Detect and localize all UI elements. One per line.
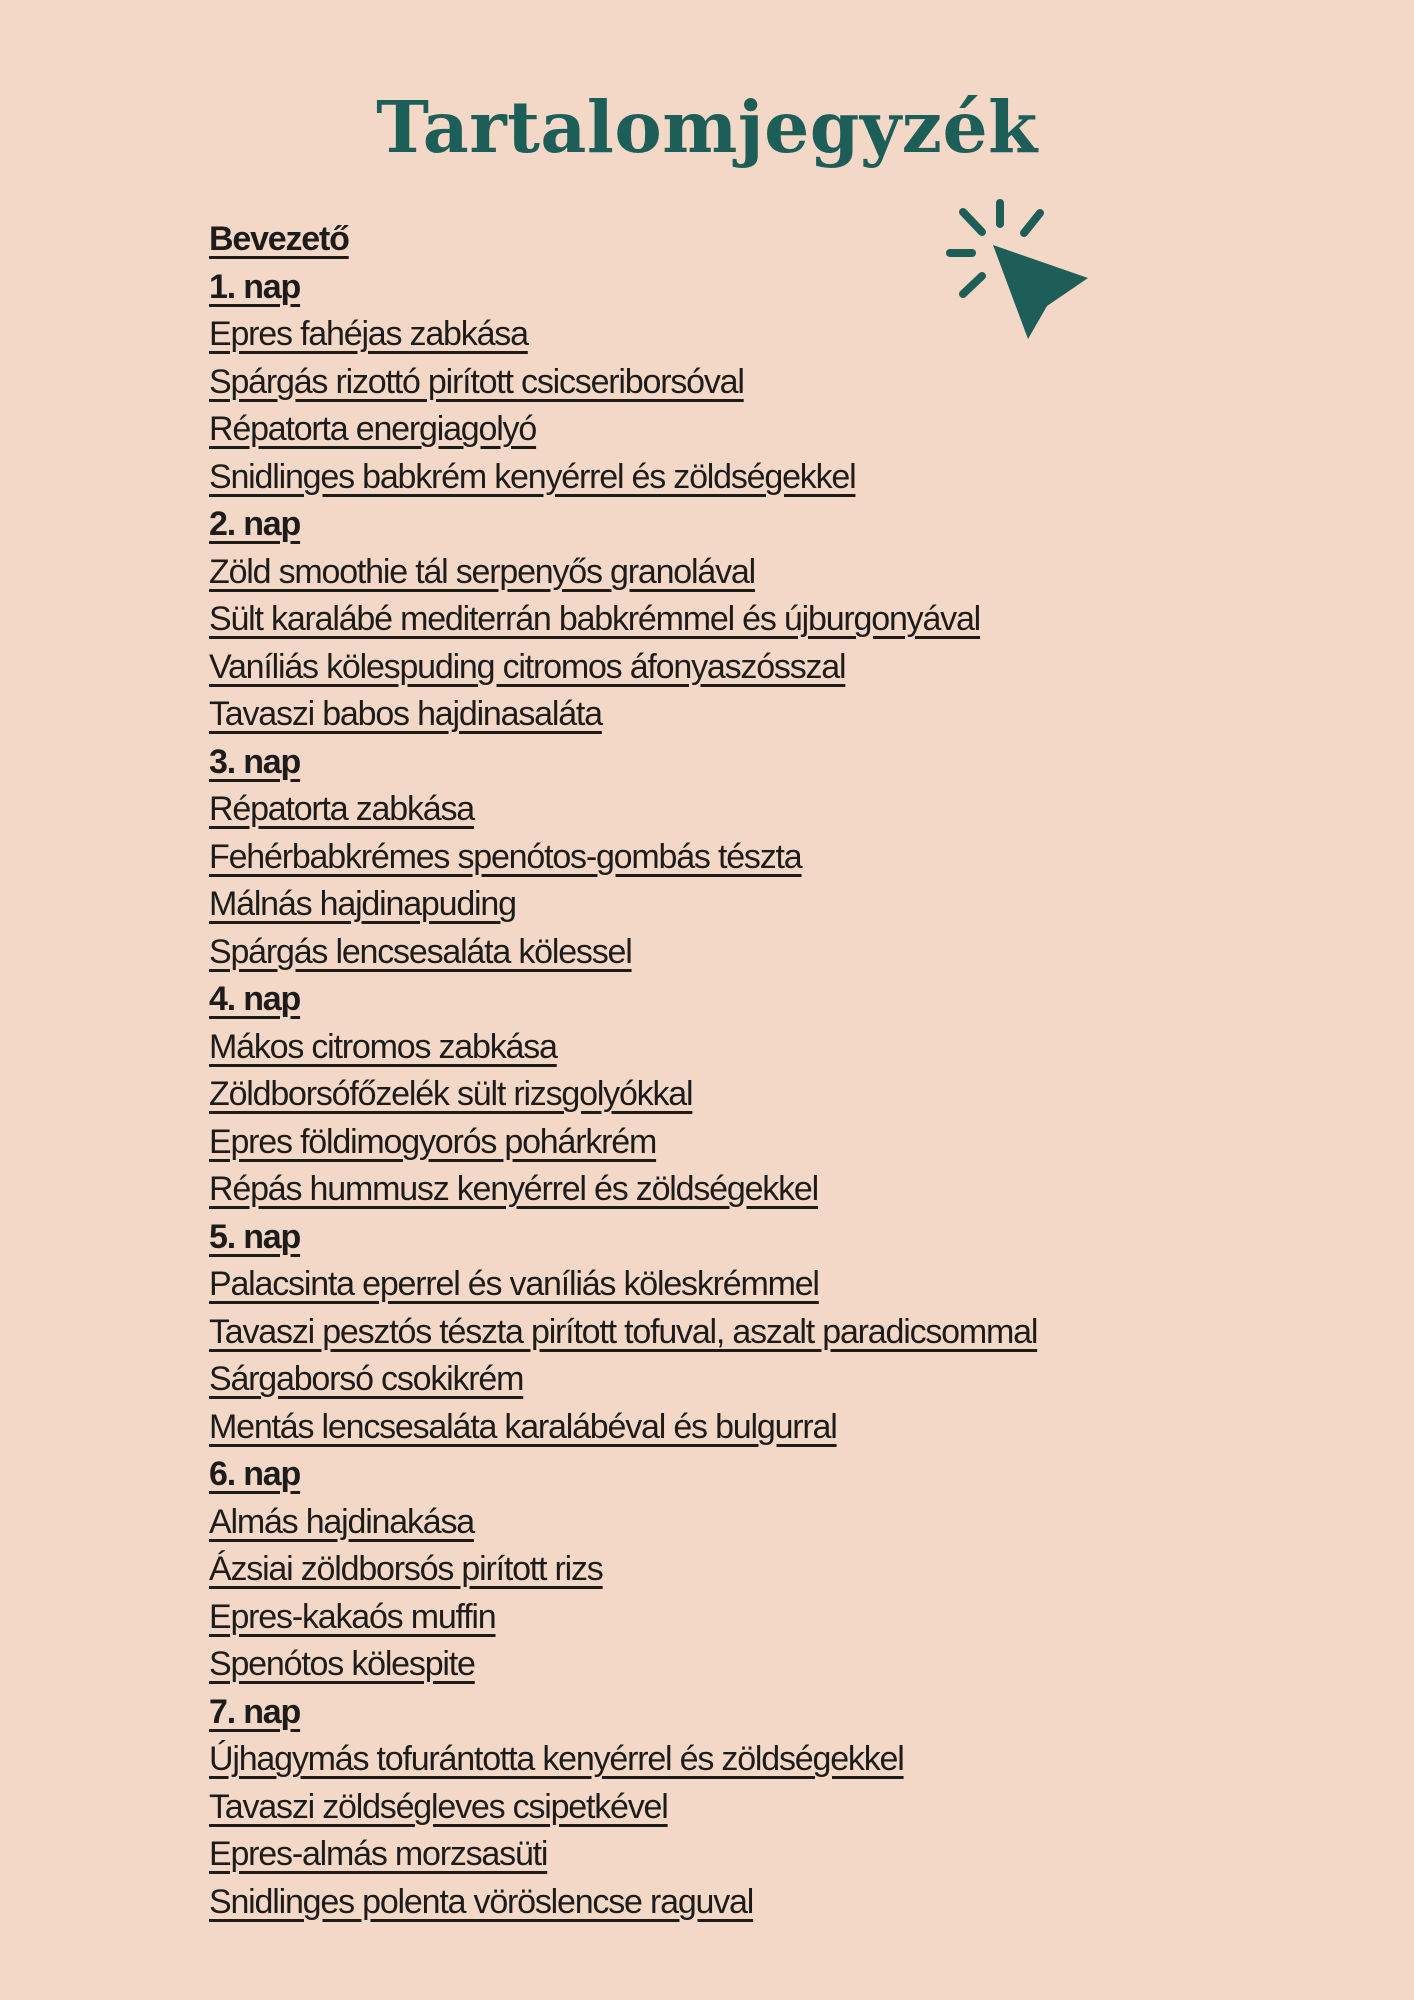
- toc-day-heading[interactable]: 3. nap: [209, 742, 301, 781]
- toc-item-link[interactable]: Sárgaborsó csokikrém: [209, 1360, 524, 1398]
- toc-item-link[interactable]: Málnás hajdinapuding: [209, 885, 516, 923]
- toc-item-link[interactable]: Mentás lencsesaláta karalábéval és bulgurral: [209, 1407, 837, 1446]
- toc-day-heading[interactable]: 4. nap: [209, 980, 301, 1018]
- toc-item-link[interactable]: Palacsinta eperrel és vaníliás köleskrémmel: [209, 1265, 819, 1303]
- toc-item-link[interactable]: Répatorta energiagolyó: [209, 410, 537, 448]
- toc-item-link[interactable]: Almás hajdinakása: [209, 1502, 474, 1541]
- toc-day-heading[interactable]: 6. nap: [209, 1455, 301, 1493]
- toc-item-link[interactable]: Epres földimogyorós pohárkrém: [209, 1122, 657, 1161]
- toc-item-link[interactable]: Ázsiai zöldborsós pirított rizs: [209, 1550, 603, 1588]
- toc-item-link[interactable]: Répatorta zabkása: [209, 790, 474, 828]
- toc-day-heading[interactable]: 7. nap: [209, 1692, 301, 1731]
- toc-item-link[interactable]: Snidlinges polenta vöröslencse raguval: [209, 1882, 754, 1921]
- toc-item-link[interactable]: Zöldborsófőzelék sült rizsgolyókkal: [209, 1075, 693, 1113]
- table-of-contents: [209, 216, 1209, 1926]
- toc-item-link[interactable]: Mákos citromos zabkása: [209, 1027, 557, 1066]
- toc-item-link[interactable]: Tavaszi zöldségleves csipetkével: [209, 1787, 668, 1826]
- toc-item-link[interactable]: Epres fahéjas zabkása: [209, 315, 528, 353]
- toc-item-link[interactable]: Zöld smoothie tál serpenyős granolával: [209, 552, 755, 591]
- toc-item-link[interactable]: Epres-kakaós muffin: [209, 1597, 496, 1636]
- toc-sections: [209, 264, 1209, 1927]
- toc-item-link[interactable]: Fehérbabkrémes spenótos-gombás tészta: [209, 837, 802, 876]
- toc-intro-link[interactable]: Bevezető: [209, 220, 349, 258]
- toc-item-link[interactable]: Répás hummusz kenyérrel és zöldségekkel: [209, 1170, 818, 1208]
- page-title: Tartalomjegyzék: [376, 85, 1038, 169]
- toc-item-link[interactable]: Vaníliás kölespuding citromos áfonyaszósszal: [209, 647, 846, 686]
- toc-item-link[interactable]: Spárgás lencsesaláta kölessel: [209, 932, 632, 971]
- toc-item-link[interactable]: Sült karalábé mediterrán babkrémmel és újburgonyával: [209, 600, 981, 638]
- toc-item-link[interactable]: Epres-almás morzsasüti: [209, 1835, 548, 1873]
- toc-day-heading[interactable]: 1. nap: [209, 267, 301, 306]
- toc-item-link[interactable]: Újhagymás tofurántotta kenyérrel és zöldségekkel: [209, 1740, 904, 1778]
- toc-day-heading[interactable]: 5. nap: [209, 1217, 301, 1256]
- toc-item-link[interactable]: Snidlinges babkrém kenyérrel és zöldségekkel: [209, 457, 856, 496]
- toc-item-link[interactable]: Tavaszi babos hajdinasaláta: [209, 695, 602, 733]
- toc-item-link[interactable]: Spárgás rizottó pirított csicseriborsóval: [209, 362, 744, 401]
- toc-item-link[interactable]: Tavaszi pesztós tészta pirított tofuval, aszalt paradicsommal: [209, 1312, 1038, 1351]
- toc-item-link[interactable]: Spenótos kölespite: [209, 1645, 475, 1683]
- toc-day-heading[interactable]: 2. nap: [209, 505, 301, 543]
